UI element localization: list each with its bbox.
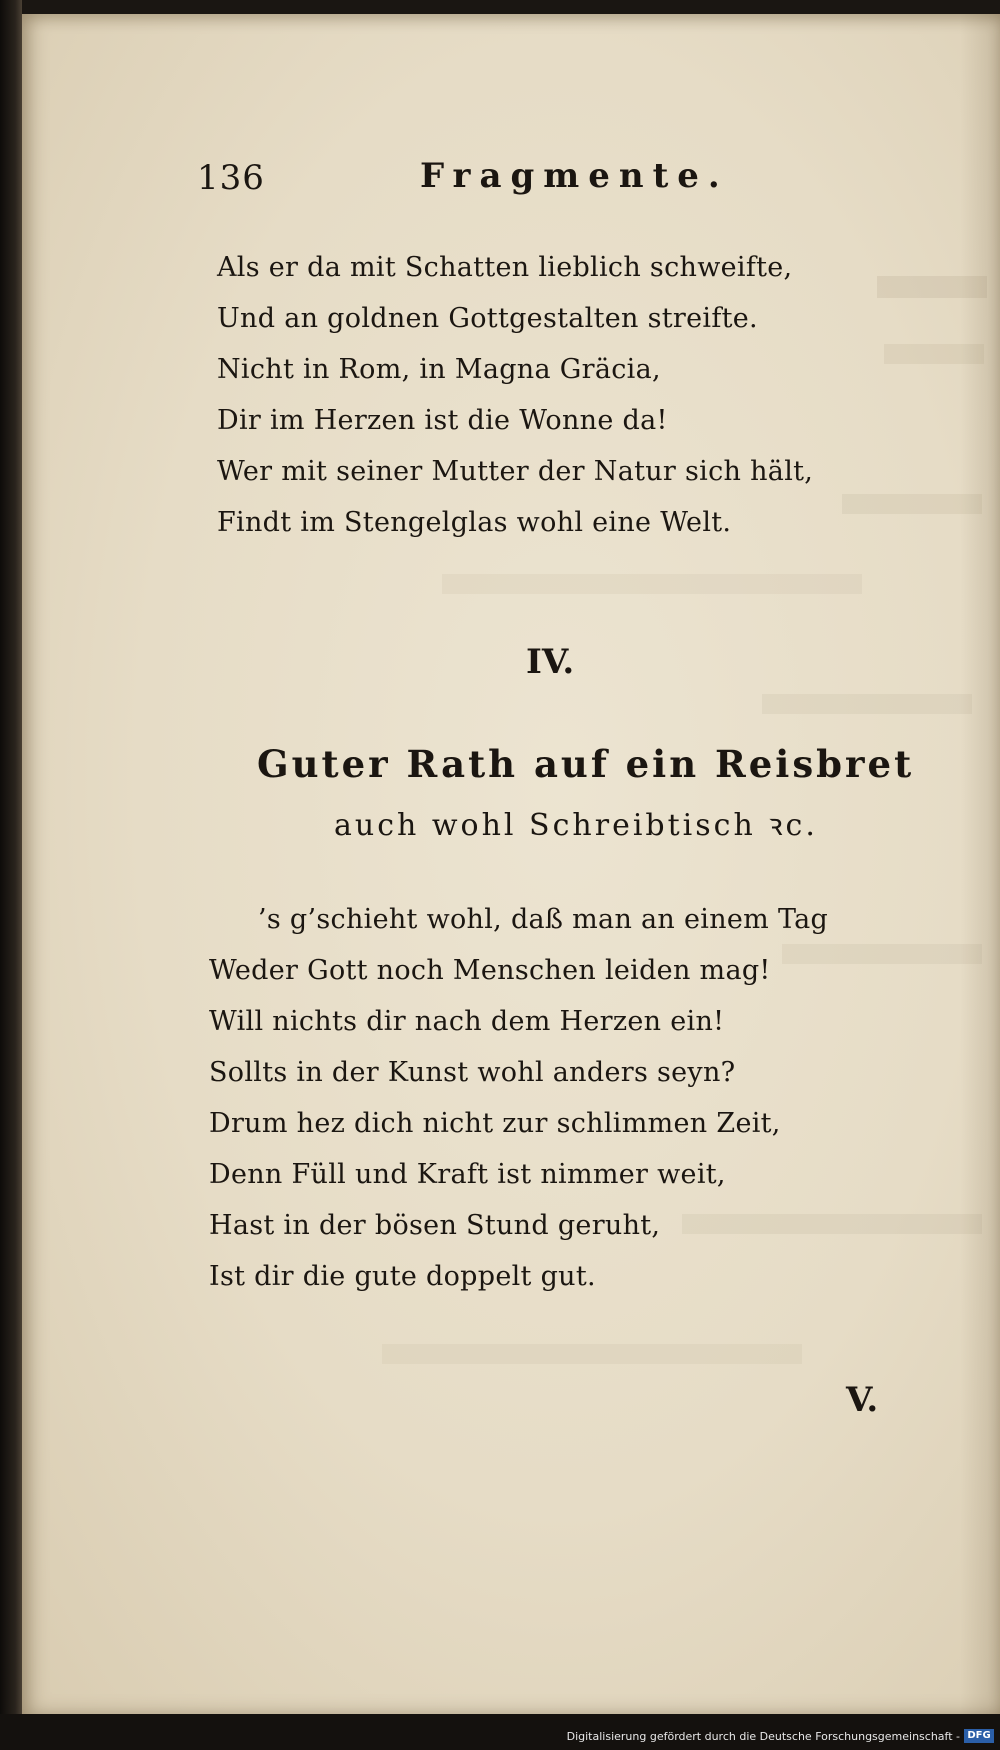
page-number: 136: [197, 158, 265, 198]
bleed-through-mark: [877, 276, 987, 298]
verse-line: Nicht in Rom, in Magna Gräcia,: [217, 354, 661, 385]
book-spine-edge: [0, 0, 22, 1750]
verse-line: Drum hez dich nicht zur schlimmen Zeit,: [209, 1108, 781, 1139]
verse-line: Denn Füll und Kraft ist nimmer weit,: [209, 1159, 726, 1190]
verse-line: Wer mit seiner Mutter der Natur sich hält,: [217, 456, 814, 487]
bleed-through-mark: [682, 1214, 982, 1234]
verse-line: Dir im Herzen ist die Wonne da!: [217, 405, 668, 436]
dfg-logo: DFG: [964, 1729, 994, 1743]
verse-line: Ist dir die gute doppelt gut.: [209, 1261, 596, 1292]
bleed-through-mark: [842, 494, 982, 514]
verse-line: ’s g’schieht wohl, daß man an einem Tag: [258, 904, 829, 935]
bleed-through-mark: [884, 344, 984, 364]
verse-line: Findt im Stengelglas wohl eine Welt.: [217, 507, 732, 538]
verse-line: Weder Gott noch Menschen leiden mag!: [209, 955, 771, 986]
verse-line: Will nichts dir nach dem Herzen ein!: [209, 1006, 725, 1037]
digitization-credit: Digitalisierung gefördert durch die Deutsche Forschungsgemeinschaft -: [566, 1730, 960, 1743]
page-edge-shadow: [960, 14, 1000, 1714]
bleed-through-mark: [382, 1344, 802, 1364]
running-title: Fragmente.: [420, 156, 729, 196]
verse-line: Und an goldnen Gottgestalten streifte.: [217, 303, 758, 334]
section-numeral: IV.: [526, 642, 575, 682]
catchword: V.: [846, 1380, 879, 1420]
verse-line: Hast in der bösen Stund geruht,: [209, 1210, 661, 1241]
bleed-through-mark: [762, 694, 972, 714]
verse-line: Als er da mit Schatten lieblich schweifte,: [217, 252, 793, 283]
poem-subtitle: auch wohl Schreibtisch ꝛc.: [334, 808, 818, 843]
verse-line: Sollts in der Kunst wohl anders seyn?: [209, 1057, 736, 1088]
bleed-through-mark: [442, 574, 862, 594]
bleed-through-mark: [782, 944, 982, 964]
poem-title: Guter Rath auf ein Reisbret: [257, 742, 915, 786]
